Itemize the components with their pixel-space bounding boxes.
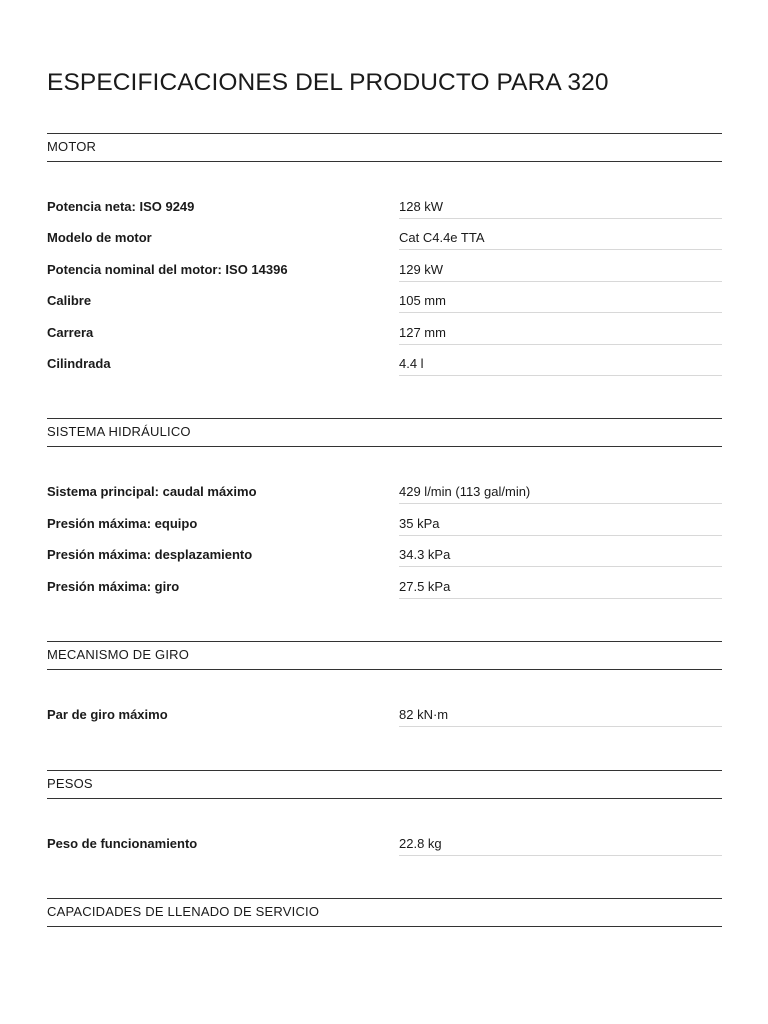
spec-value: 34.3 kPa [399,547,451,562]
row-divider [399,566,722,567]
spec-value: 27.5 kPa [399,579,451,594]
spec-value: 82 kN·m [399,707,449,722]
section-header-capacities [47,898,722,927]
section-title: PESOS [47,776,93,791]
row-divider [399,218,722,219]
section-header-hydraulic [47,418,722,447]
row-divider [399,344,722,345]
spec-row [47,197,722,219]
spec-label: Presión máxima: desplazamiento [47,547,253,562]
spec-row [47,228,722,250]
spec-value: 4.4 l [399,356,424,371]
section-title: MOTOR [47,139,97,154]
spec-value: Cat C4.4e TTA [399,230,485,245]
spec-value: 429 l/min (113 gal/min) [399,484,531,499]
section-title: CAPACIDADES DE LLENADO DE SERVICIO [47,904,320,919]
spec-label: Potencia neta: ISO 9249 [47,199,195,214]
section-header-weights [47,770,722,799]
spec-row [47,834,722,856]
row-divider [399,503,722,504]
row-divider [399,249,722,250]
spec-row [47,323,722,345]
row-divider [399,726,722,727]
spec-label: Carrera [47,325,94,340]
spec-label: Presión máxima: giro [47,579,180,594]
page-title: ESPECIFICACIONES DEL PRODUCTO PARA 320 [47,69,609,96]
spec-label: Calibre [47,293,92,308]
section-title: MECANISMO DE GIRO [47,647,190,662]
spec-row [47,545,722,567]
spec-label: Peso de funcionamiento [47,836,198,851]
row-divider [399,281,722,282]
spec-label: Presión máxima: equipo [47,516,198,531]
section-title: SISTEMA HIDRÁULICO [47,424,191,439]
row-divider [399,535,722,536]
spec-row [47,482,722,504]
spec-value: 128 kW [399,199,444,214]
spec-row [47,354,722,376]
row-divider [399,312,722,313]
spec-value: 35 kPa [399,516,440,531]
spec-value: 22.8 kg [399,836,442,851]
spec-label: Par de giro máximo [47,707,168,722]
section-header-motor [47,133,722,162]
section-header-swing [47,641,722,670]
spec-value: 105 mm [399,293,446,308]
spec-value: 129 kW [399,262,444,277]
spec-value: 127 mm [399,325,446,340]
spec-label: Modelo de motor [47,230,152,245]
spec-row [47,260,722,282]
row-divider [399,598,722,599]
spec-label: Potencia nominal del motor: ISO 14396 [47,262,288,277]
spec-row [47,291,722,313]
spec-row [47,705,722,727]
spec-label: Sistema principal: caudal máximo [47,484,257,499]
spec-row [47,514,722,536]
spec-label: Cilindrada [47,356,111,371]
row-divider [399,375,722,376]
row-divider [399,855,722,856]
spec-row [47,577,722,599]
